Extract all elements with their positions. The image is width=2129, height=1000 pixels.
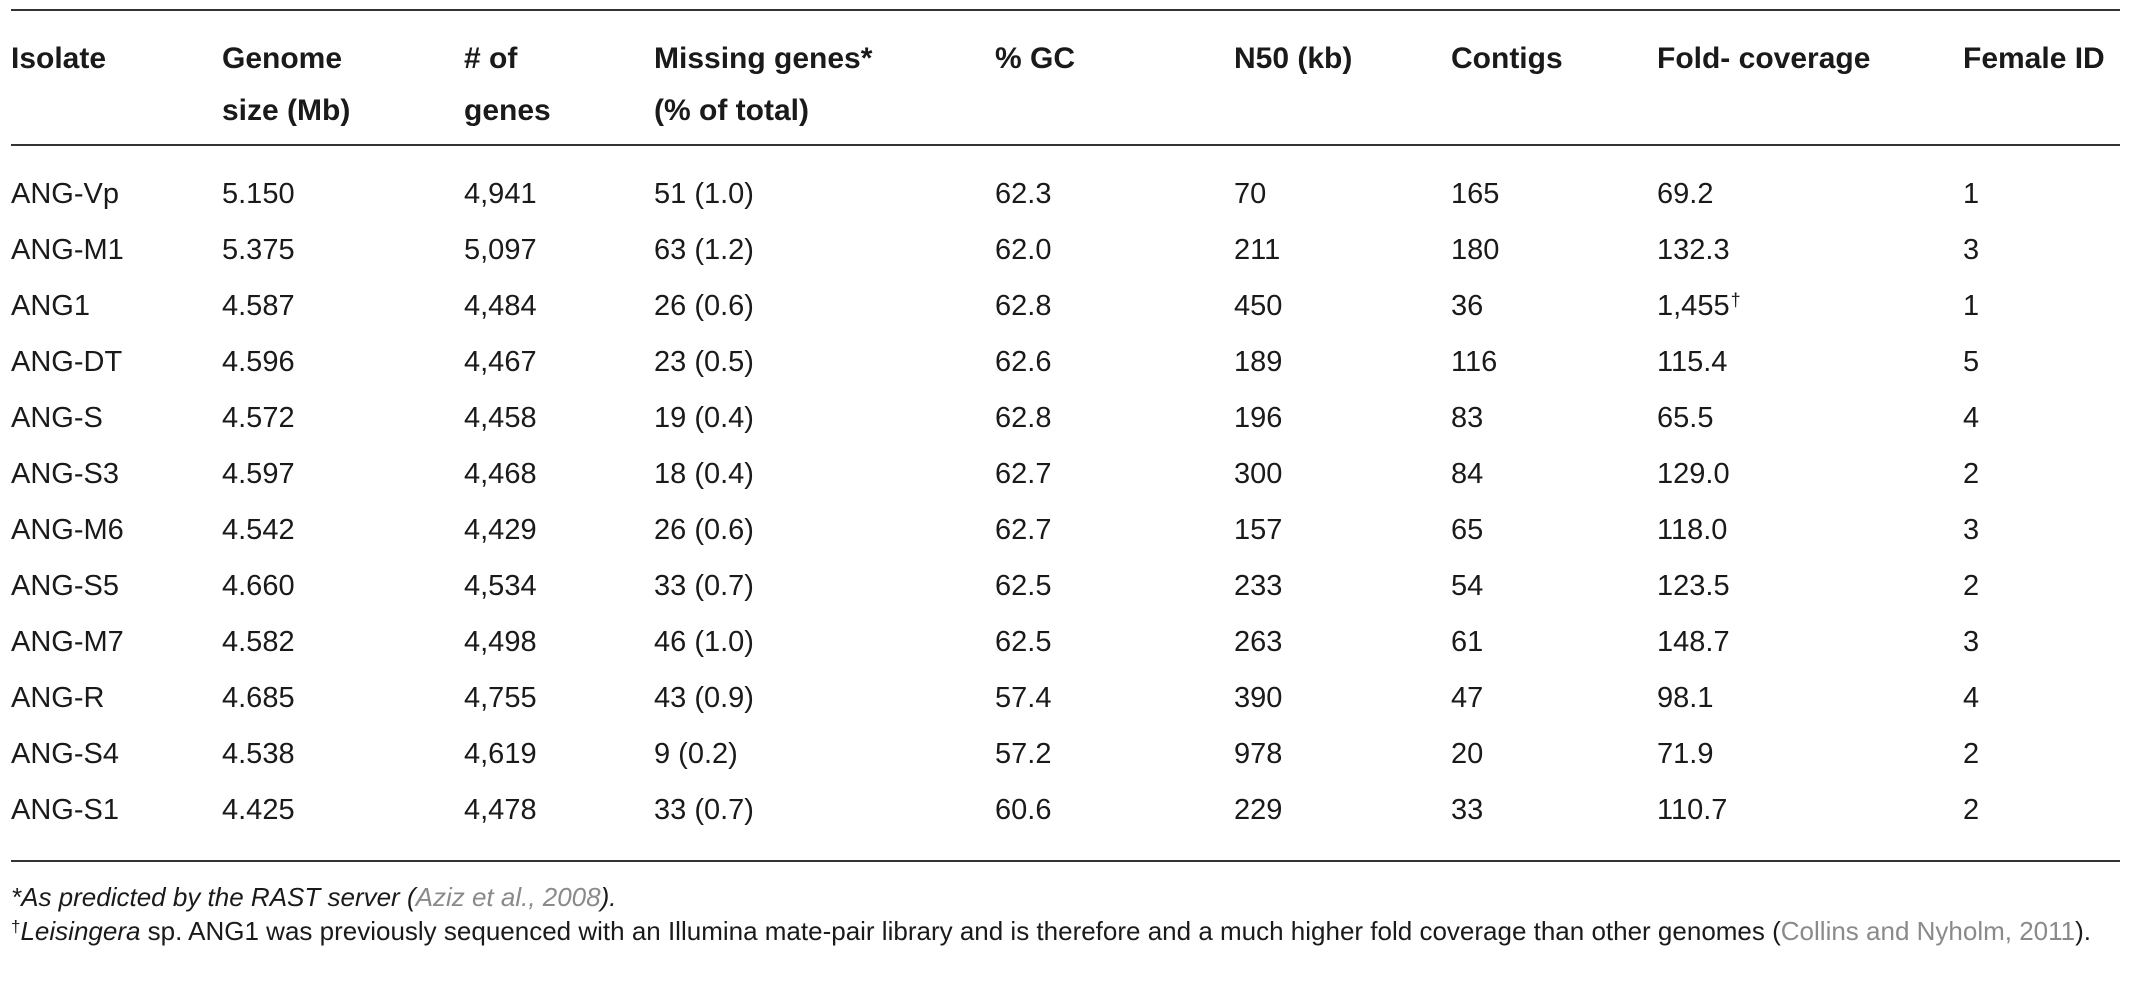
cell-contigs — [1451, 513, 1483, 547]
cell-value: 62.6 — [995, 346, 1052, 378]
cell-value: 65.5 — [1657, 402, 1714, 434]
cell-n50 — [1234, 681, 1282, 715]
cell-value: 62.7 — [995, 458, 1052, 490]
cell-value: 263 — [1234, 626, 1283, 658]
cell-value: 4.425 — [222, 794, 295, 826]
cell-genome-size — [222, 177, 295, 211]
cell-value: 23 (0.5) — [654, 346, 754, 378]
header-isolate-line: Isolate — [11, 42, 107, 75]
cell-value: ANG-S — [11, 402, 103, 434]
cell-genome-size — [222, 401, 295, 435]
header-contigs — [1451, 33, 1563, 85]
cell-gene-count — [464, 625, 537, 659]
cell-female-id — [1963, 401, 1979, 435]
cell-contigs — [1451, 233, 1499, 267]
cell-value: 4.538 — [222, 738, 295, 770]
cell-genome-size — [222, 569, 295, 603]
cell-value: ANG-S5 — [11, 570, 119, 602]
cell-value: 71.9 — [1657, 738, 1714, 770]
cell-n50 — [1234, 401, 1282, 435]
cell-value: 148.7 — [1657, 626, 1730, 658]
cell-value: 4,429 — [464, 514, 537, 546]
cell-missing-genes — [654, 345, 754, 379]
cell-genome-size — [222, 625, 295, 659]
cell-value: 20 — [1451, 738, 1484, 770]
cell-value: 211 — [1234, 234, 1281, 266]
cell-gene-count — [464, 401, 537, 435]
cell-value: 4.582 — [222, 626, 295, 658]
cell-value: 84 — [1451, 458, 1484, 490]
header-genome-size-line: Genome — [222, 42, 343, 75]
cell-value: 62.7 — [995, 514, 1052, 546]
cell-value: 233 — [1234, 570, 1283, 602]
cell-value: 123.5 — [1657, 570, 1730, 602]
cell-genome-size — [222, 233, 295, 267]
cell-isolate — [11, 233, 124, 267]
cell-value: 1 — [1963, 290, 1980, 322]
footnote-1-closing: ). — [600, 882, 617, 912]
cell-n50 — [1234, 345, 1282, 379]
cell-value: ANG-S1 — [11, 794, 119, 826]
cell-value: 4.542 — [222, 514, 295, 546]
cell-isolate — [11, 289, 90, 323]
cell-value: 390 — [1234, 682, 1283, 714]
cell-value: 189 — [1234, 346, 1283, 378]
cell-value: 33 (0.7) — [654, 794, 754, 826]
cell-value: 180 — [1451, 234, 1500, 266]
header-gene-count-line: # of — [464, 42, 518, 75]
cell-value: 62.5 — [995, 570, 1052, 602]
cell-gc-percent — [995, 233, 1051, 267]
cell-gc-percent — [995, 681, 1051, 715]
header-isolate — [11, 33, 106, 85]
cell-contigs — [1451, 569, 1483, 603]
cell-genome-size — [222, 289, 295, 323]
cell-value: ANG-M7 — [11, 626, 124, 658]
cell-value: 4 — [1963, 402, 1980, 434]
cell-missing-genes — [654, 681, 754, 715]
cell-missing-genes — [654, 737, 738, 771]
cell-gc-percent — [995, 625, 1051, 659]
header-missing-genes — [654, 33, 872, 137]
cell-gene-count — [464, 569, 537, 603]
cell-gc-percent — [995, 401, 1051, 435]
cell-genome-size — [222, 457, 295, 491]
cell-value: 57.4 — [995, 682, 1052, 714]
cell-genome-size — [222, 793, 295, 827]
cell-n50 — [1234, 737, 1282, 771]
cell-value: 129.0 — [1657, 458, 1730, 490]
cell-value: 5.375 — [222, 234, 295, 266]
cell-contigs — [1451, 345, 1497, 379]
cell-female-id — [1963, 345, 1979, 379]
cell-isolate — [11, 569, 119, 603]
cell-value: 33 — [1451, 794, 1484, 826]
cell-genome-size — [222, 737, 295, 771]
cell-contigs — [1451, 737, 1483, 771]
cell-gene-count — [464, 737, 537, 771]
header-genome-size — [222, 33, 350, 137]
cell-value: 2 — [1963, 458, 1980, 490]
cell-value: 157 — [1234, 514, 1283, 546]
cell-value: 4.596 — [222, 346, 295, 378]
cell-value: ANG-S4 — [11, 738, 119, 770]
cell-value: 115.4 — [1657, 346, 1728, 378]
footnote-2-mark: † — [11, 917, 21, 936]
cell-value: 4,941 — [464, 178, 537, 210]
cell-fold-coverage — [1657, 569, 1730, 603]
cell-fold-coverage — [1657, 177, 1713, 211]
cell-value: 70 — [1234, 178, 1267, 210]
cell-value: 165 — [1451, 178, 1500, 210]
cell-value: 4,478 — [464, 794, 537, 826]
cell-value: 18 (0.4) — [654, 458, 754, 490]
table-top-rule — [11, 9, 2120, 11]
header-fold-coverage-line: Fold- coverage — [1657, 42, 1871, 75]
cell-n50 — [1234, 513, 1282, 547]
cell-value: ANG-DT — [11, 346, 123, 378]
cell-value: ANG-Vp — [11, 178, 119, 210]
cell-value: 60.6 — [995, 794, 1052, 826]
cell-value: 4.572 — [222, 402, 295, 434]
footnote-1-citation[interactable]: Aziz et al., 2008 — [415, 882, 601, 912]
cell-fold-coverage — [1657, 793, 1727, 827]
header-fold-coverage — [1657, 33, 1870, 85]
cell-gc-percent — [995, 569, 1051, 603]
cell-value: ANG-M6 — [11, 514, 124, 546]
cell-contigs — [1451, 681, 1483, 715]
cell-missing-genes — [654, 289, 754, 323]
header-female-id — [1963, 33, 2105, 85]
cell-female-id — [1963, 681, 1979, 715]
footnote-dagger — [11, 914, 2120, 948]
cell-female-id — [1963, 569, 1979, 603]
footnote-2-text: sp. ANG1 was previously sequenced with an Illumina mate-pair library and is therefore and a much higher fold coverage than other genomes ( — [140, 916, 1781, 946]
cell-value: 62.5 — [995, 626, 1052, 658]
footnote-2-genus: Leisingera — [20, 916, 141, 946]
cell-gc-percent — [995, 289, 1051, 323]
cell-n50 — [1234, 233, 1280, 267]
cell-value: 4.660 — [222, 570, 295, 602]
header-female-id-line: Female ID — [1963, 42, 2105, 75]
cell-value: 4,458 — [464, 402, 537, 434]
cell-fold-coverage — [1657, 681, 1713, 715]
cell-female-id — [1963, 233, 1979, 267]
cell-value: 4,755 — [464, 682, 537, 714]
cell-value: 132.3 — [1657, 234, 1730, 266]
header-n50-line: N50 (kb) — [1234, 42, 1353, 75]
header-gc-percent — [995, 33, 1075, 85]
cell-contigs — [1451, 177, 1499, 211]
cell-genome-size — [222, 513, 295, 547]
cell-value: 26 (0.6) — [654, 290, 754, 322]
cell-value: 63 (1.2) — [654, 234, 754, 266]
header-gene-count — [464, 33, 551, 137]
cell-value: 4,498 — [464, 626, 537, 658]
cell-value: 62.8 — [995, 290, 1052, 322]
cell-value: 118.0 — [1657, 514, 1728, 546]
cell-female-id — [1963, 513, 1979, 547]
cell-value: 61 — [1451, 626, 1484, 658]
header-gene-count-line: genes — [464, 94, 551, 127]
cell-value: 4.685 — [222, 682, 295, 714]
cell-gene-count — [464, 289, 537, 323]
cell-value: 2 — [1963, 794, 1980, 826]
cell-missing-genes — [654, 625, 754, 659]
table-bottom-rule — [11, 860, 2120, 862]
cell-gene-count — [464, 345, 537, 379]
cell-missing-genes — [654, 793, 754, 827]
cell-n50 — [1234, 177, 1266, 211]
cell-value: 51 (1.0) — [654, 178, 754, 210]
cell-gene-count — [464, 457, 537, 491]
cell-isolate — [11, 401, 103, 435]
cell-value: 4.587 — [222, 290, 295, 322]
cell-isolate — [11, 625, 124, 659]
cell-value: 5 — [1963, 346, 1980, 378]
header-contigs-line: Contigs — [1451, 42, 1563, 75]
cell-gc-percent — [995, 793, 1051, 827]
cell-isolate — [11, 737, 119, 771]
cell-value: 229 — [1234, 794, 1283, 826]
cell-value: 9 (0.2) — [654, 738, 738, 770]
cell-n50 — [1234, 569, 1282, 603]
cell-value: 3 — [1963, 626, 1980, 658]
cell-gene-count — [464, 513, 537, 547]
cell-value: 1,455 — [1657, 290, 1730, 322]
cell-n50 — [1234, 289, 1282, 323]
cell-isolate — [11, 345, 122, 379]
cell-isolate — [11, 513, 124, 547]
header-missing-genes-line: Missing genes* — [654, 42, 873, 75]
cell-female-id — [1963, 289, 1979, 323]
header-n50 — [1234, 33, 1352, 85]
cell-value: 300 — [1234, 458, 1283, 490]
cell-value: 4,619 — [464, 738, 537, 770]
cell-contigs — [1451, 625, 1483, 659]
cell-gc-percent — [995, 737, 1051, 771]
cell-value: 4,484 — [464, 290, 537, 322]
header-genome-size-line: size (Mb) — [222, 94, 351, 127]
cell-value: 33 (0.7) — [654, 570, 754, 602]
cell-value: 1 — [1963, 178, 1980, 210]
cell-n50 — [1234, 625, 1282, 659]
dagger-footnote-mark: † — [1730, 290, 1741, 310]
cell-value: 4,468 — [464, 458, 537, 490]
cell-gc-percent — [995, 345, 1051, 379]
cell-value: 450 — [1234, 290, 1283, 322]
cell-genome-size — [222, 345, 295, 379]
cell-gene-count — [464, 233, 537, 267]
cell-n50 — [1234, 457, 1282, 491]
cell-contigs — [1451, 401, 1483, 435]
cell-missing-genes — [654, 401, 754, 435]
cell-value: 110.7 — [1657, 794, 1728, 826]
cell-female-id — [1963, 177, 1979, 211]
cell-value: 54 — [1451, 570, 1484, 602]
cell-value: 26 (0.6) — [654, 514, 754, 546]
cell-value: 3 — [1963, 514, 1980, 546]
cell-missing-genes — [654, 233, 754, 267]
cell-fold-coverage — [1657, 513, 1727, 547]
cell-isolate — [11, 681, 104, 715]
cell-value: 62.3 — [995, 178, 1052, 210]
cell-fold-coverage — [1657, 401, 1713, 435]
cell-value: 116 — [1451, 346, 1498, 378]
cell-value: 5.150 — [222, 178, 295, 210]
cell-value: 57.2 — [995, 738, 1052, 770]
cell-value: 69.2 — [1657, 178, 1714, 210]
cell-isolate — [11, 793, 119, 827]
cell-value: 4.597 — [222, 458, 295, 490]
cell-n50 — [1234, 793, 1282, 827]
cell-value: 46 (1.0) — [654, 626, 754, 658]
cell-fold-coverage — [1657, 625, 1730, 659]
cell-isolate — [11, 457, 119, 491]
cell-value: 3 — [1963, 234, 1980, 266]
cell-gene-count — [464, 177, 537, 211]
cell-fold-coverage — [1657, 289, 1741, 323]
cell-fold-coverage — [1657, 457, 1730, 491]
footnote-2-closing: ). — [2075, 916, 2092, 946]
cell-value: ANG-S3 — [11, 458, 119, 490]
cell-value: 2 — [1963, 738, 1980, 770]
cell-female-id — [1963, 457, 1979, 491]
cell-value: 43 (0.9) — [654, 682, 754, 714]
cell-contigs — [1451, 289, 1483, 323]
cell-value: 4,467 — [464, 346, 537, 378]
cell-fold-coverage — [1657, 345, 1727, 379]
cell-value: 98.1 — [1657, 682, 1714, 714]
cell-value: 19 (0.4) — [654, 402, 754, 434]
header-missing-genes-line: (% of total) — [654, 94, 809, 127]
cell-value: 5,097 — [464, 234, 537, 266]
cell-gene-count — [464, 793, 537, 827]
cell-fold-coverage — [1657, 233, 1730, 267]
cell-value: ANG1 — [11, 290, 90, 322]
cell-value: 36 — [1451, 290, 1484, 322]
table-footnotes — [11, 880, 2120, 948]
cell-genome-size — [222, 681, 295, 715]
cell-value: 65 — [1451, 514, 1484, 546]
table-header-rule — [11, 144, 2120, 146]
cell-gc-percent — [995, 177, 1051, 211]
cell-value: ANG-R — [11, 682, 105, 714]
cell-missing-genes — [654, 513, 754, 547]
footnote-asterisk — [11, 880, 2120, 914]
cell-contigs — [1451, 793, 1483, 827]
cell-missing-genes — [654, 569, 754, 603]
cell-female-id — [1963, 737, 1979, 771]
cell-female-id — [1963, 625, 1979, 659]
cell-female-id — [1963, 793, 1979, 827]
cell-value: 62.8 — [995, 402, 1052, 434]
cell-value: 196 — [1234, 402, 1283, 434]
cell-value: 4 — [1963, 682, 1980, 714]
cell-value: ANG-M1 — [11, 234, 124, 266]
cell-value: 83 — [1451, 402, 1484, 434]
cell-isolate — [11, 177, 119, 211]
cell-gc-percent — [995, 457, 1051, 491]
footnote-1-text: *As predicted by the RAST server ( — [11, 882, 416, 912]
cell-value: 47 — [1451, 682, 1484, 714]
cell-value: 2 — [1963, 570, 1980, 602]
cell-value: 62.0 — [995, 234, 1052, 266]
footnote-2-citation[interactable]: Collins and Nyholm, 2011 — [1780, 916, 2076, 946]
cell-value: 4,534 — [464, 570, 537, 602]
cell-fold-coverage — [1657, 737, 1713, 771]
cell-missing-genes — [654, 457, 754, 491]
cell-value: 978 — [1234, 738, 1283, 770]
cell-contigs — [1451, 457, 1483, 491]
cell-gene-count — [464, 681, 537, 715]
cell-gc-percent — [995, 513, 1051, 547]
header-gc-percent-line: % GC — [995, 42, 1076, 75]
cell-missing-genes — [654, 177, 754, 211]
